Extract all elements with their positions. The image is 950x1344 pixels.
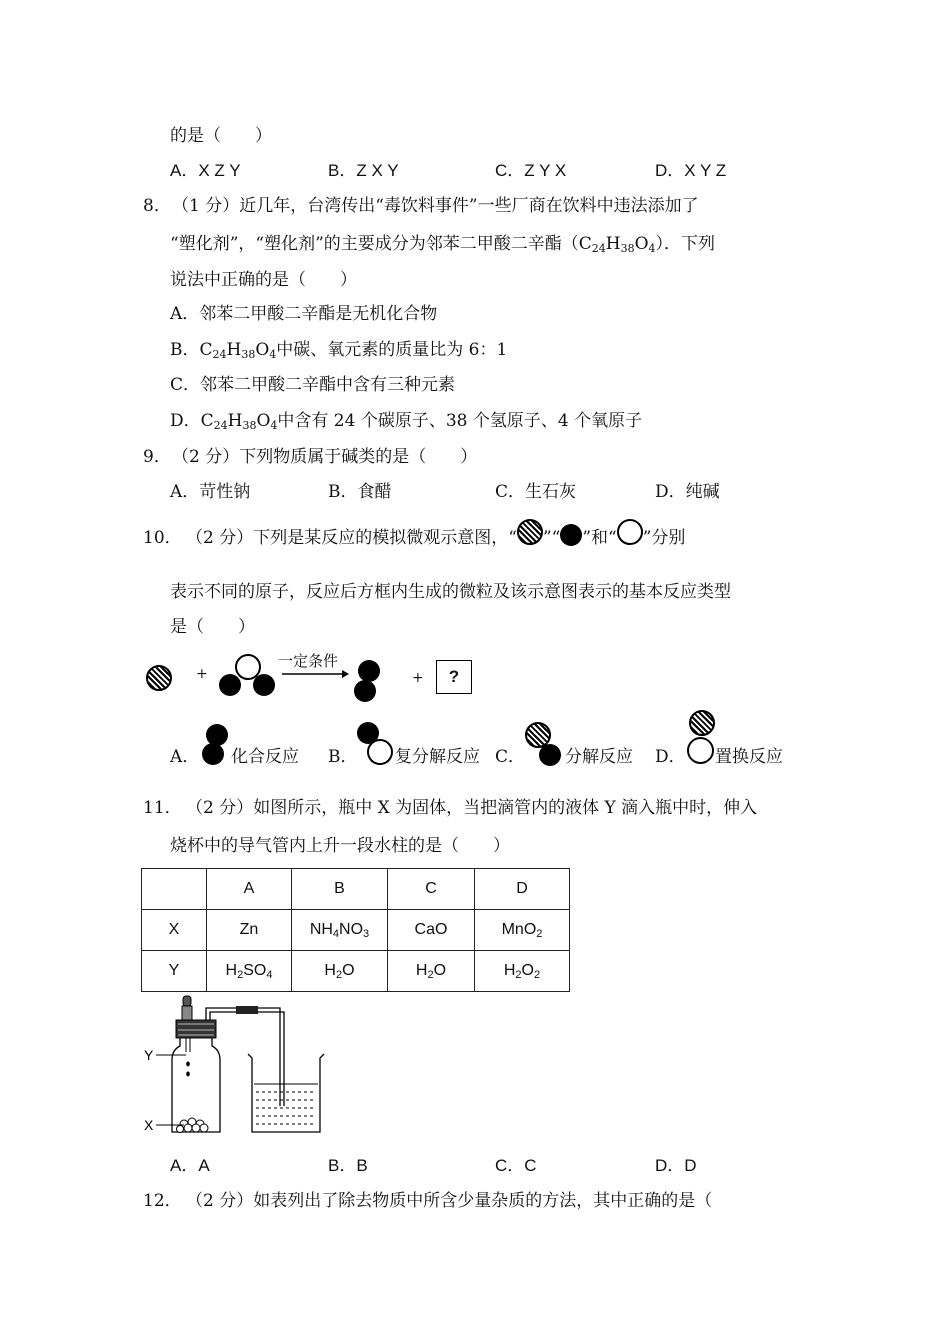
- q7-option-c[interactable]: C．Z Y X: [495, 161, 567, 180]
- q10-option-b[interactable]: B． 复分解反应: [328, 722, 498, 772]
- white-atom-icon: [367, 739, 393, 765]
- hatched-atom-icon: [689, 710, 715, 736]
- plus-sign: +: [412, 670, 424, 686]
- q8-number: 8．: [143, 196, 171, 216]
- molecule-black-atom-icon: [219, 674, 241, 696]
- q7-option-a[interactable]: A．X Z Y: [170, 161, 241, 180]
- q11-apparatus-figure: [140, 994, 330, 1138]
- q10-option-a[interactable]: A． 化合反应: [170, 722, 320, 772]
- table-row: Y $H_2SO_4$ $H_2O$ $H_2O$ $H_2O_2$: [142, 951, 570, 992]
- q8-option-b[interactable]: B．$C_{24}H_{38}O_4$中碳、氧元素的质量比为 6：1: [170, 340, 508, 361]
- q9-option-c[interactable]: C．生石灰: [495, 482, 577, 502]
- q11-number: 11．: [143, 798, 182, 818]
- white-atom-icon: [687, 737, 714, 764]
- q10-stem-line3: 是（ ）: [170, 617, 255, 637]
- q11-stem-line1: （2 分）如图所示，瓶中 X 为固体，当把滴管内的液体 Y 滴入瓶中时，伸入: [186, 798, 758, 818]
- black-atom-icon: [539, 744, 561, 766]
- product-black-atom-icon: [354, 680, 376, 702]
- q11-stem-line2: 烧杯中的导气管内上升一段水柱的是（ ）: [170, 836, 510, 856]
- q8-stem-line2: “塑化剂”，“塑化剂”的主要成分为邻苯二甲酸二辛酯$(C_{24}H_{38}O_4)$．下列: [170, 234, 716, 255]
- q9-option-d[interactable]: D．纯碱: [655, 482, 720, 502]
- hatched-atom-icon: [517, 519, 543, 545]
- q9-option-b[interactable]: B．食醋: [328, 482, 392, 502]
- reactant-hatched-atom-icon: [146, 665, 172, 691]
- white-atom-icon: [617, 519, 643, 545]
- q10-reaction-diagram: [140, 648, 490, 708]
- molecule-black-atom-icon: [253, 674, 275, 696]
- q11-table: [141, 868, 570, 992]
- q10-stem-line2: 表示不同的原子，反应后方框内生成的微粒及该示意图表示的基本反应类型: [170, 582, 731, 602]
- q7-option-b[interactable]: B．Z X Y: [328, 161, 399, 180]
- plus-sign: +: [196, 666, 208, 682]
- q10-option-d[interactable]: D． 置换反应: [655, 710, 805, 772]
- q8-stem-line3: 说法中正确的是（ ）: [170, 270, 357, 290]
- q11-option-a[interactable]: A．A: [170, 1156, 210, 1175]
- q9-option-a[interactable]: A．苛性钠: [170, 482, 251, 502]
- black-atom-icon: [560, 524, 582, 546]
- black-atom-icon: [202, 743, 224, 765]
- q8-option-c[interactable]: C．邻苯二甲酸二辛酯中含有三种元素: [170, 375, 456, 395]
- q8-option-d[interactable]: D．$C_{24}H_{38}O_4$中含有 24 个碳原子、38 个氢原子、4 个氧原子: [170, 411, 643, 432]
- q12-stem: （2 分）如表列出了除去物质中所含少量杂质的方法，其中正确的是（: [186, 1191, 713, 1211]
- q11-option-c[interactable]: C．C: [495, 1156, 537, 1175]
- label-x: X: [144, 1117, 154, 1133]
- q7-tail: 的是（ ）: [170, 126, 272, 146]
- q10-option-c[interactable]: C． 分解反应: [495, 722, 645, 772]
- q11-option-d[interactable]: D．D: [655, 1156, 697, 1175]
- q11-option-b[interactable]: B．B: [328, 1156, 368, 1175]
- unknown-product-box: ?: [436, 660, 472, 694]
- reaction-arrow-icon: [280, 668, 350, 680]
- q7-option-d[interactable]: D．X Y Z: [655, 161, 727, 180]
- q8-option-a[interactable]: A．邻苯二甲酸二辛酯是无机化合物: [170, 304, 438, 324]
- reaction-condition-label: 一定条件: [278, 652, 339, 670]
- q9-number: 9．: [143, 447, 171, 467]
- q9-stem: （2 分）下列物质属于碱类的是（ ）: [172, 447, 478, 467]
- label-y: Y: [144, 1047, 154, 1063]
- table-row: X Zn $NH_4NO_3$ CaO MnO$_2$: [142, 910, 570, 951]
- q10-number: 10．: [143, 528, 182, 548]
- product-black-atom-icon: [358, 660, 380, 682]
- q8-stem-line1: （1 分）近几年，台湾传出“毒饮料事件”一些厂商在饮料中违法添加了: [172, 196, 699, 216]
- table-row: A B C D: [142, 869, 570, 910]
- q10-stem-line1: （2 分）下列是某反应的模拟微观示意图，“ ”“ ”和“ ”分别: [186, 526, 685, 550]
- q12-number: 12．: [143, 1191, 182, 1211]
